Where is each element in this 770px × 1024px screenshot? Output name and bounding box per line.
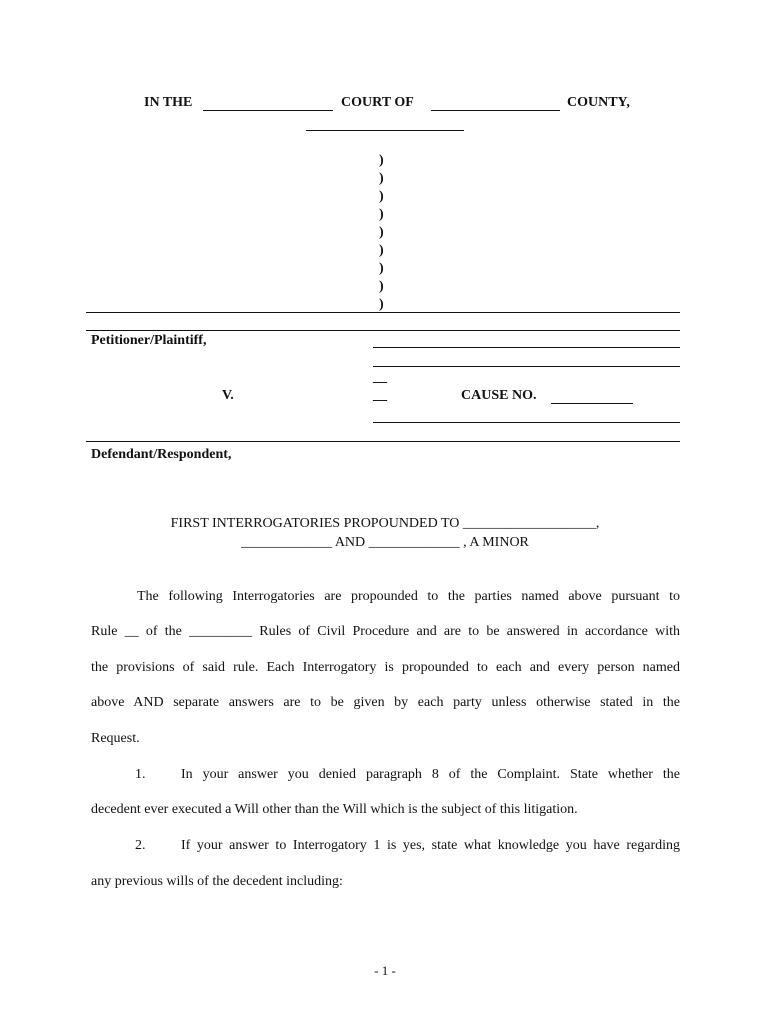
caption-rule (86, 312, 680, 313)
caption-right-blank (373, 422, 680, 423)
county-name-blank (431, 110, 560, 111)
court-name-blank (203, 110, 333, 111)
caption-paren: ) (379, 243, 384, 258)
defendant-label: Defendant/Respondent, (91, 447, 232, 462)
header-county: COUNTY, (567, 95, 630, 110)
cause-number-blank (551, 403, 633, 404)
intro-line: Request. (91, 731, 140, 746)
caption-paren: ) (379, 153, 384, 168)
cause-number-label: CAUSE NO. (461, 388, 537, 403)
header-in-the: IN THE (144, 95, 193, 110)
petitioner-label: Petitioner/Plaintiff, (91, 333, 207, 348)
caption-paren: ) (379, 225, 384, 240)
state-blank (306, 130, 464, 131)
interrogatory-text: If your answer to Interrogatory 1 is yes, state what knowledge you have regarding (181, 838, 680, 853)
intro-line: above AND separate answers are to be given by each party unless otherwise stated in the (91, 695, 680, 710)
interrogatory-text: any previous wills of the decedent including: (91, 874, 343, 889)
caption-rule (86, 441, 680, 442)
interrogatory-text: In your answer you denied paragraph 8 of the Complaint. State whether the (181, 767, 680, 782)
caption-paren: ) (379, 189, 384, 204)
interrogatory-text: decedent ever executed a Will other than the Will which is the subject of this litigation. (91, 802, 578, 817)
caption-paren: ) (379, 171, 384, 186)
header-court-of: COURT OF (341, 95, 414, 110)
document-title-line-1: FIRST INTERROGATORIES PROPOUNDED TO ___________________, (170, 516, 600, 531)
caption-paren: ) (379, 279, 384, 294)
intro-line: Rule __ of the _________ Rules of Civil Procedure and are to be answered in accordance with (91, 624, 680, 639)
caption-paren: ) (379, 261, 384, 276)
caption-paren: ) (379, 207, 384, 222)
caption-rule (86, 330, 680, 331)
caption-dash: __ (373, 388, 387, 403)
intro-line: The following Interrogatories are propounded to the parties named above pursuant to (137, 589, 680, 604)
caption-right-blank (373, 366, 680, 367)
caption-dash: __ (373, 370, 387, 385)
page-number: - 1 - (374, 963, 396, 978)
caption-right-blank (373, 347, 680, 348)
interrogatory-number: 2. (135, 838, 146, 853)
caption-paren: ) (379, 297, 384, 312)
document-title-line-2: _____________ AND _____________ , A MINOR (241, 535, 529, 550)
versus-label: V. (222, 388, 234, 403)
interrogatory-number: 1. (135, 767, 146, 782)
intro-line: the provisions of said rule. Each Interrogatory is propounded to each and every person named (91, 660, 680, 675)
